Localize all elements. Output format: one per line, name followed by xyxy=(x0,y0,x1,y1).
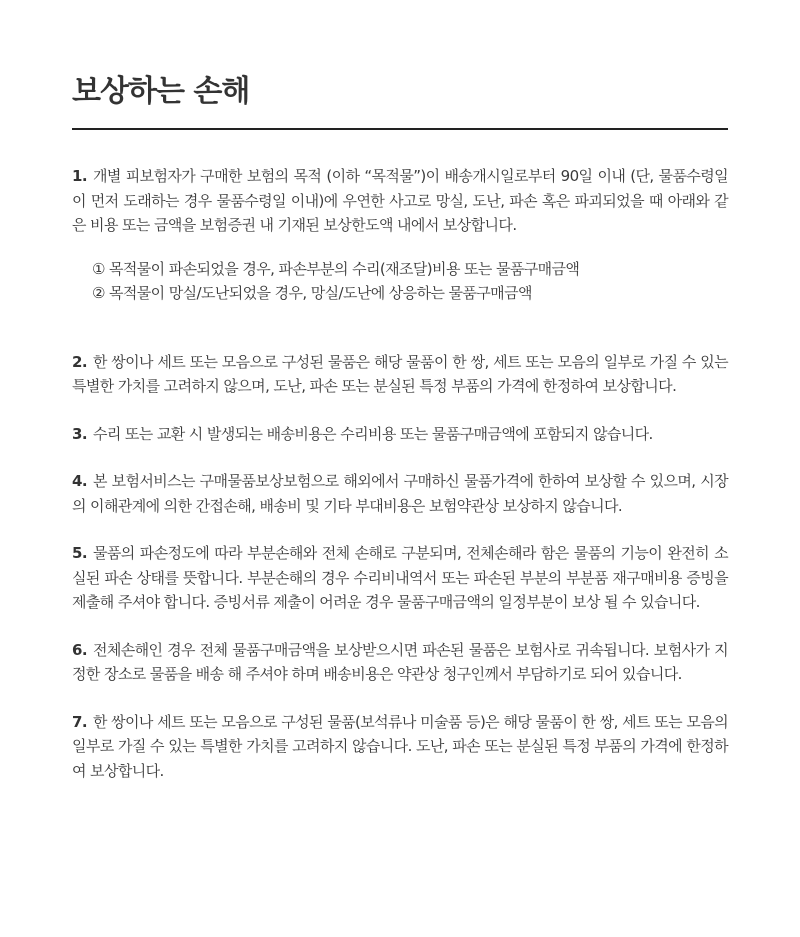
clause-text: 개별 피보험자가 구매한 보험의 목적 (이하 “목적물”)이 배송개시일로부터 90일 이내 (단, 물품수령일이 먼저 도래하는 경우 물품수령일 이내)에 우연한 사고로 망실, 도난, 파손 혹은 파괴되었을 때 아래와 같은 비용 또는 금액을 보험증권 내 기재된 보상한도액 내에서 보상합니다. xyxy=(72,167,728,234)
clause-1-subitems xyxy=(72,257,728,306)
list-item: ② 목적물이 망실/도난되었을 경우, 망실/도난에 상응하는 물품구매금액 xyxy=(92,284,532,302)
page-title: 보상하는 손해 xyxy=(72,74,250,109)
clause-4 xyxy=(72,469,728,518)
clause-text: 전체손해인 경우 전체 물품구매금액을 보상받으시면 파손된 물품은 보험사로 귀속됩니다. 보험사가 지정한 장소로 물품을 배송 해 주셔야 하며 배송비용은 약관상 청구인께서 부담하기로 되어 있습니다. xyxy=(72,640,728,683)
clause-3 xyxy=(72,422,728,447)
clause-number: 1. xyxy=(72,167,87,185)
clause-7 xyxy=(72,710,728,784)
clause-number: 3. xyxy=(72,424,87,443)
clause-number: 7. xyxy=(72,712,87,731)
clause-6 xyxy=(72,638,728,687)
clause-5 xyxy=(72,541,728,615)
clause-text: 물품의 파손정도에 따라 부분손해와 전체 손해로 구분되며, 전체손해라 함은 물품의 기능이 완전히 소실된 파손 상태를 뜻합니다. 부분손해의 경우 수리비내역서 또는 파손된 부분의 부분품 재구매비용 증빙을 제출해 주셔야 합니다. 증빙서류 제출이 어려운 경우 물품구매금액의 일정부분이 보상 될 수 있습니다. xyxy=(72,544,728,611)
clause-number: 6. xyxy=(72,640,87,659)
clause-text: 한 쌍이나 세트 또는 모음으로 구성된 물품은 해당 물품이 한 쌍, 세트 또는 모음의 일부로 가질 수 있는 특별한 가치를 고려하지 않으며, 도난, 파손 또는 분실된 특정 부품의 가격에 한정하여 보상합니다. xyxy=(72,352,728,395)
clause-2 xyxy=(72,350,728,399)
clause-list xyxy=(72,164,728,783)
clause-number: 5. xyxy=(72,544,87,562)
clause-text: 수리 또는 교환 시 발생되는 배송비용은 수리비용 또는 물품구매금액에 포함되지 않습니다. xyxy=(92,424,653,443)
clause-text: 한 쌍이나 세트 또는 모음으로 구성된 물품(보석류나 미술품 등)은 해당 물품이 한 쌍, 세트 또는 모음의 일부로 가질 수 있는 특별한 가치를 고려하지 않습니다. 도난, 파손 또는 분실된 특정 부품의 가격에 한정하여 보상합니다. xyxy=(72,712,728,780)
clause-number: 4. xyxy=(72,472,87,490)
clause-1 xyxy=(72,164,728,238)
clause-text: 본 보험서비스는 구매물품보상보험으로 해외에서 구매하신 물품가격에 한하여 보상할 수 있으며, 시장의 이해관계에 의한 간접손해, 배송비 및 기타 부대비용은 보험약관상 보상하지 않습니다. xyxy=(72,472,728,515)
clause-number: 2. xyxy=(72,352,87,371)
list-item: ① 목적물이 파손되었을 경우, 파손부분의 수리(재조달)비용 또는 물품구매금액 xyxy=(92,259,580,278)
title-divider xyxy=(72,128,728,130)
